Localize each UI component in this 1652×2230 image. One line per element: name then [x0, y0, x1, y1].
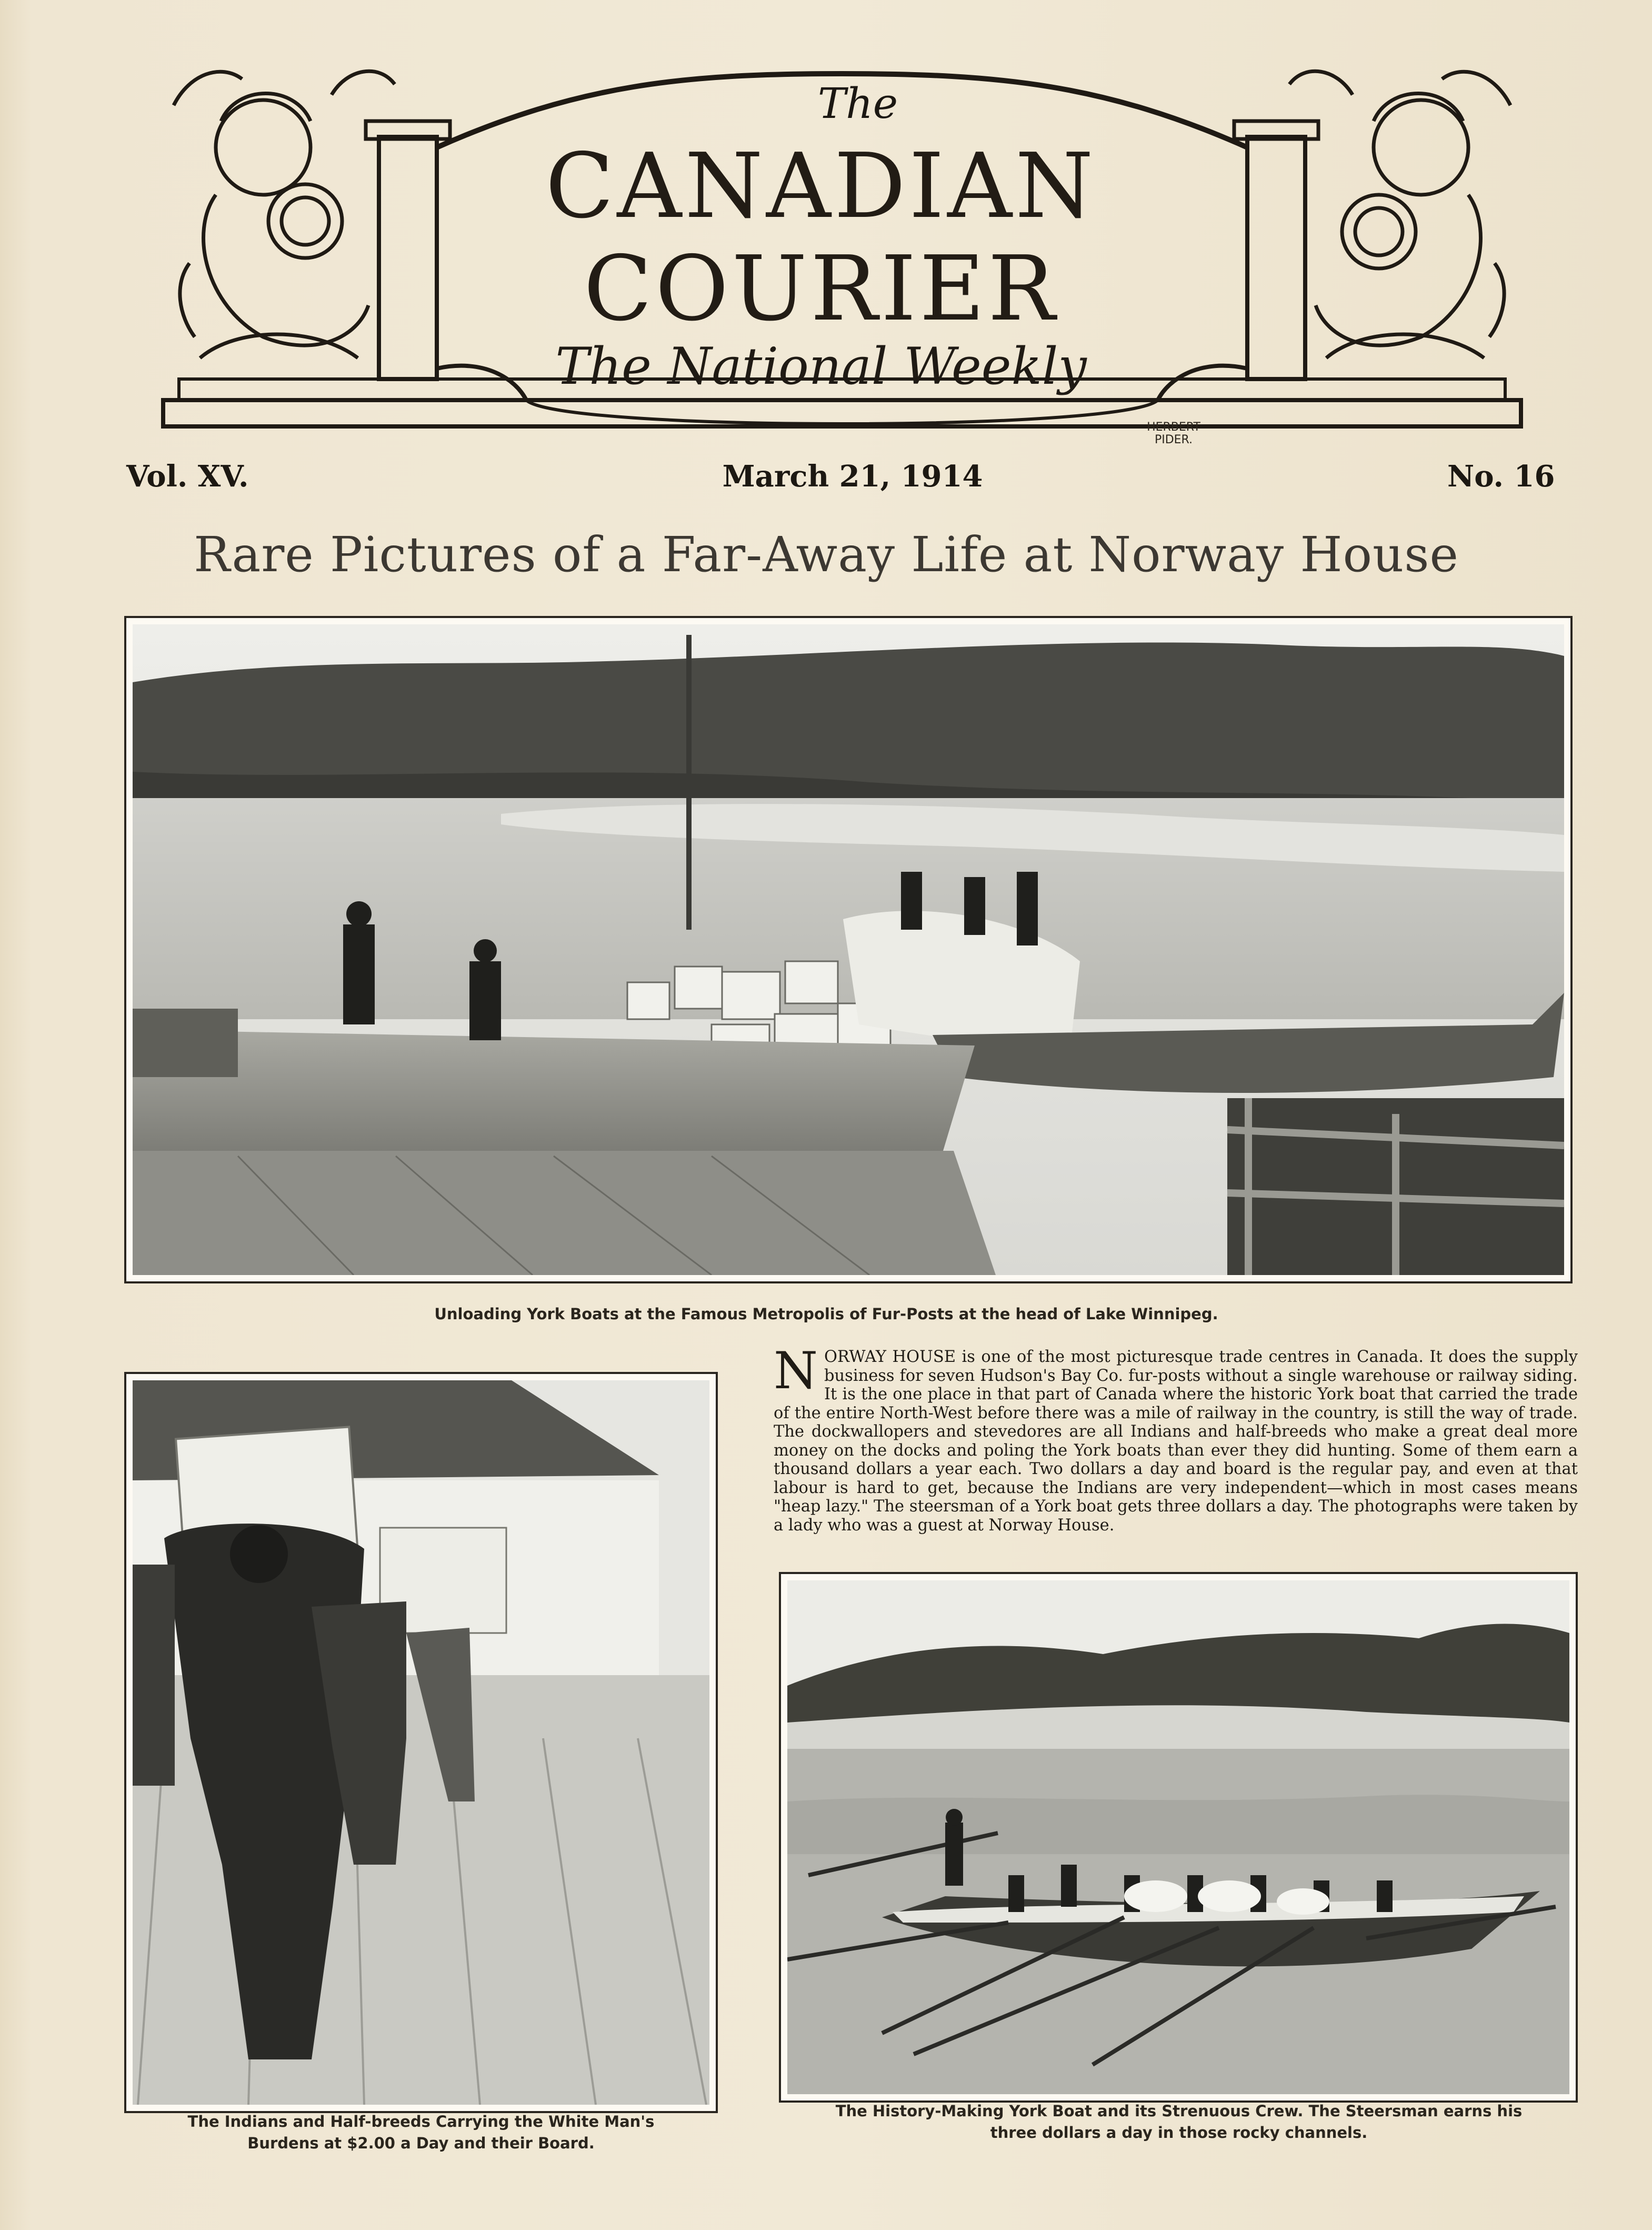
artist-signature-line1: HERBERT	[1147, 421, 1200, 434]
york-boats-dock-photo	[133, 624, 1564, 1275]
article-dropcap: N	[774, 1341, 818, 1400]
masthead-subtitle: The National Weekly	[555, 337, 1087, 396]
left-photo-caption-line2: Burdens at $2.00 a Day and their Board.	[247, 2134, 595, 2152]
artist-signature	[1132, 421, 1216, 446]
masthead-title-canadian: CANADIAN	[545, 134, 1097, 238]
issue-number: No. 16	[1447, 459, 1555, 494]
article-text: is one of the most picturesque trade centres in Canada. It does the supply business for seven Hudson's Bay Co. fur-posts without a single warehouse or railway siding. It is the one place in that part of Canada where the historic York boat that carried the trade of the entire North-West before there was a mile of railway in the country, is still the way of trade. The dockwallopers and stevedores are all Indians and half-breeds who make a great deal more money on the docks and poling the York boats than ever they did hunting. Some of them earn a thousand dollars a year each. Two dollars a day and board is the regular pay, and even at that labour is hard to get, because the Indians are very independent—which in most cases means "heap lazy." The steersman of a York boat gets three dollars a day. The photographs were taken by a lady who was a guest at Norway House.	[774, 1348, 1578, 1535]
masthead-the: The	[817, 79, 898, 128]
top-photo-caption: Unloading York Boats at the Famous Metropolis of Fur-Posts at the head of Lake Winnipeg.	[434, 1305, 1218, 1323]
artist-signature-line2: PIDER.	[1154, 433, 1193, 446]
page-headline: Rare Pictures of a Far-Away Life at Norway House	[194, 526, 1459, 583]
article-body	[774, 1341, 1578, 1558]
article-lead: ORWAY HOUSE	[824, 1348, 956, 1366]
york-boat-crew-photo	[787, 1580, 1569, 2094]
right-photo-caption	[753, 2100, 1605, 2144]
left-photo-caption	[126, 2111, 716, 2154]
carriers-photo	[133, 1380, 709, 2105]
right-photo-caption-line2: three dollars a day in those rocky channels.	[990, 2124, 1368, 2142]
issue-volume: Vol. XV.	[126, 459, 249, 494]
right-photo-caption-line1: The History-Making York Boat and its Strenuous Crew. The Steersman earns his	[835, 2102, 1523, 2120]
masthead-title-courier: COURIER	[584, 237, 1058, 341]
left-photo-caption-line1: The Indians and Half-breeds Carrying the White Man's	[187, 2113, 655, 2131]
issue-date: March 21, 1914	[722, 459, 983, 494]
